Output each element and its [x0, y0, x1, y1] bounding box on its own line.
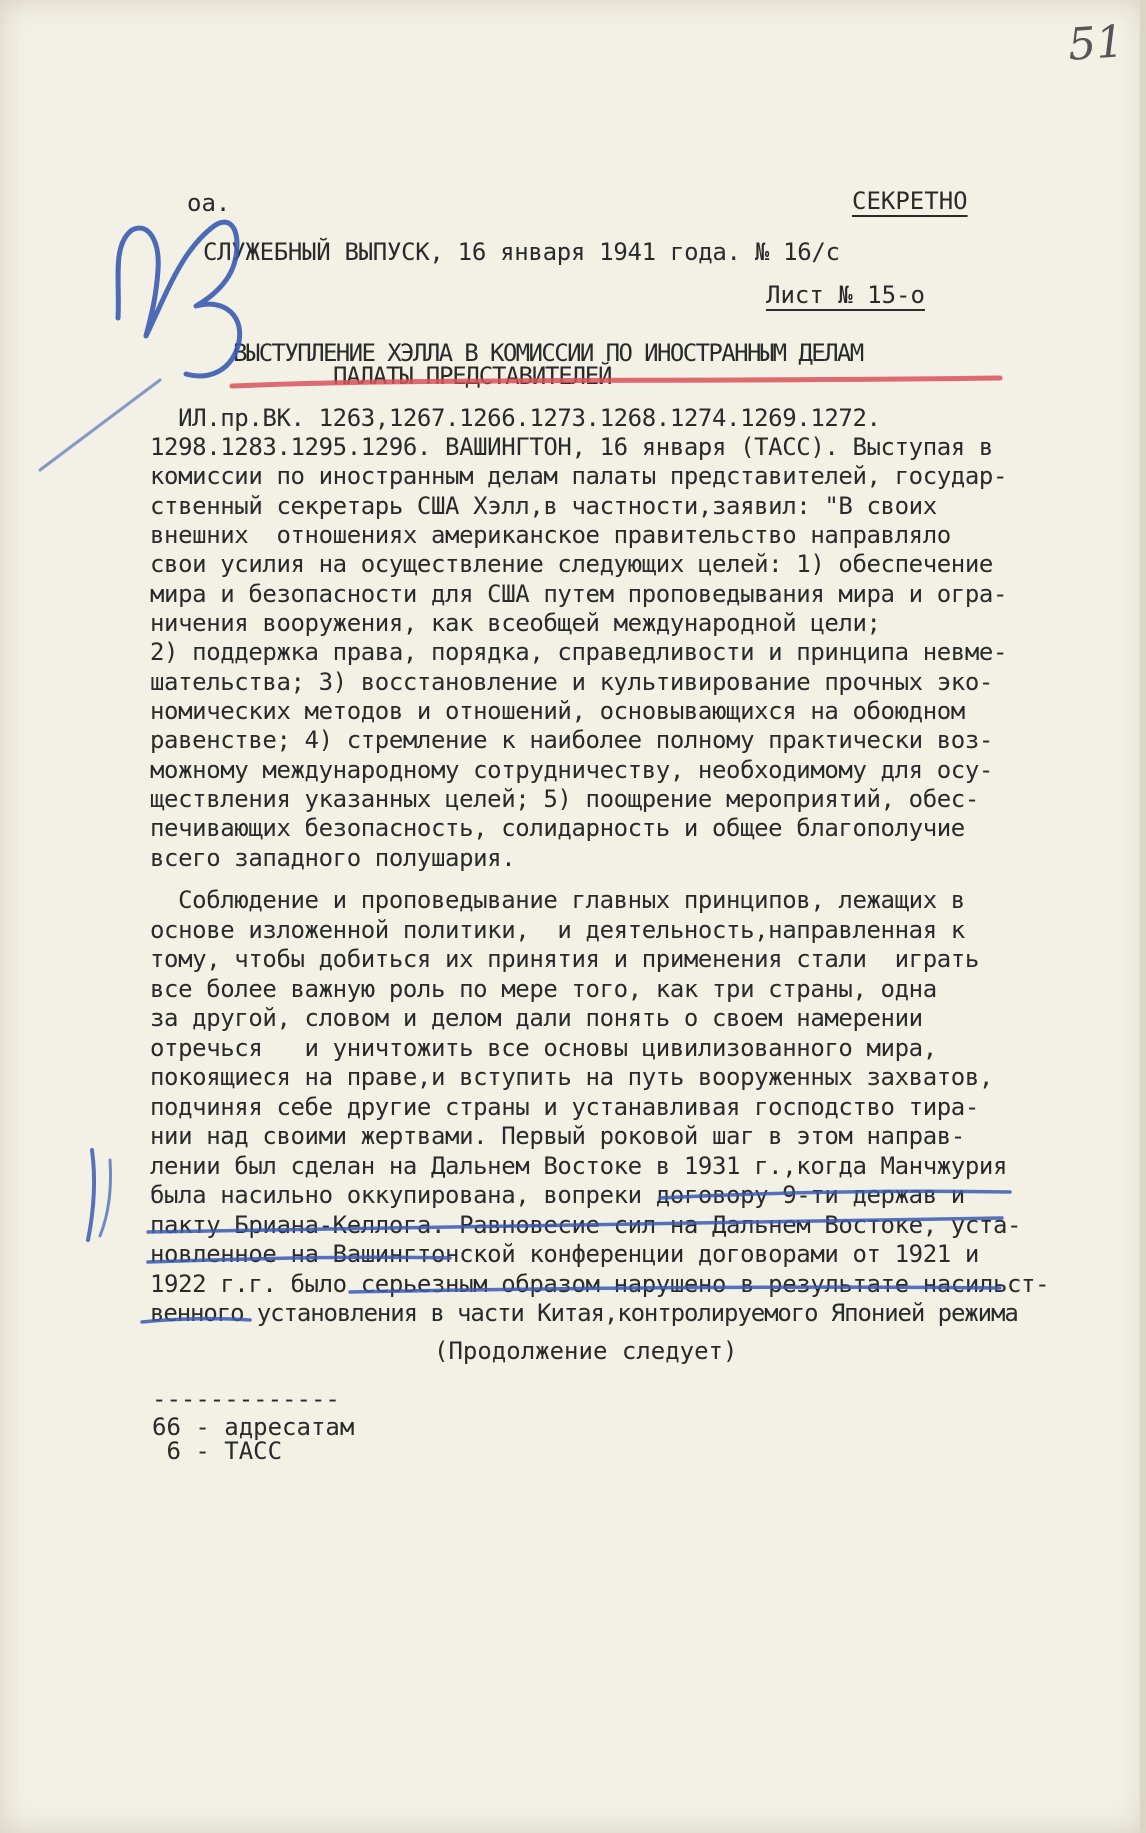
body-line: нии над своими жертвами. Первый роковой шаг в этом направ-: [150, 1122, 965, 1150]
blue-underline-stroke: [142, 1319, 250, 1322]
body-line: ственный секретарь США Хэлл,в частности,заявил: "В своих: [150, 492, 937, 520]
body-line: отречься и уничтожить все основы цивилизованного мира,: [150, 1034, 937, 1062]
body-line: номических методов и отношений, основывающихся на обоюдном: [150, 697, 965, 725]
body-line: пакту Бриана-Келлога. Равновесие сил на Дальнем Востоке, уста-: [150, 1211, 1022, 1239]
body-line: все более важную роль по мере того, как три страны, одна: [150, 975, 937, 1003]
body-line: ИЛ.пр.ВК. 1263,1267.1266.1273.1268.1274.1269.1272.: [150, 404, 881, 432]
body-line: 1298.1283.1295.1296. ВАШИНГТОН, 16 января (ТАСС). Выступая в: [150, 433, 993, 461]
sheet-number: Лист № 15-о: [766, 281, 925, 309]
body-line: равенстве; 4) стремление к наиболее полному практически воз-: [150, 726, 993, 754]
blue-underline-stroke: [350, 1287, 1000, 1292]
body-line: за другой, словом и делом дали понять о своем намерении: [150, 1004, 923, 1032]
body-line: внешних отношениях американское правительство направляло: [150, 521, 951, 549]
body-line: комиссии по иностранным делам палаты представителей, государ-: [150, 462, 1008, 490]
body-line: 2) поддержка права, порядка, справедливости и принципа невме-: [150, 638, 1008, 666]
title-line-1: ВЫСТУПЛЕНИЕ ХЭЛЛА В КОМИССИИ ПО ИНОСТРАННЫМ ДЕЛАМ: [233, 339, 863, 367]
blue-underline-stroke: [660, 1191, 1010, 1198]
body-line: шательства; 3) восстановление и культивирование прочных эко-: [150, 668, 993, 696]
body-line: 1922 г.г. было серьезным образом нарушено в результате насильст-: [150, 1270, 1050, 1298]
body-line: ществления указанных целей; 5) поощрение мероприятий, обес-: [150, 785, 979, 813]
margin-mark: [100, 1160, 111, 1236]
body-line: Соблюдение и проповедывание главных принципов, лежащих в: [150, 886, 965, 914]
body-line: ничения вооружения, как всеобщей международной цели;: [150, 609, 881, 637]
continuation-note: (Продолжение следует): [434, 1337, 738, 1365]
body-line: покоящиеся на праве,и вступить на путь вооруженных захватов,: [150, 1063, 993, 1091]
body-line: мира и безопасности для США путем проповедывания мира и огра-: [150, 580, 1008, 608]
issue-line: СЛУЖЕБНЫЙ ВЫПУСК, 16 января 1941 года. № 16/с: [203, 238, 840, 266]
document-code: оа.: [187, 189, 231, 217]
distribution-tass: 6 - ТАСС: [152, 1437, 283, 1465]
body-line: тому, чтобы добиться их принятия и применения стали играть: [150, 945, 979, 973]
body-line: новленное на Вашингтонской конференции договорами от 1921 и: [150, 1240, 979, 1268]
blue-slash-stroke: [40, 380, 160, 470]
body-line: основе изложенной политики, и деятельность,направленная к: [150, 916, 965, 944]
distribution-separator: -------------: [152, 1385, 340, 1413]
margin-mark: [88, 1150, 94, 1240]
blue-underline-stroke: [148, 1257, 450, 1262]
body-line: печивающих безопасность, солидарность и общее благополучие: [150, 814, 965, 842]
title-line-2: ПАЛАТЫ ПРЕДСТАВИТЕЛЕЙ: [333, 362, 612, 390]
body-line: всего западного полушария.: [150, 844, 516, 872]
red-underline-stroke: [232, 378, 1000, 386]
archive-page-number: 51: [1066, 16, 1126, 71]
handwritten-v-mark: [118, 222, 240, 376]
distribution-recipients: 66 - адресатам: [152, 1413, 355, 1441]
body-line: можному международному сотрудничеству, необходимому для осу-: [150, 756, 993, 784]
blue-underline-stroke: [148, 1218, 1002, 1232]
body-line: свои усилия на осуществление следующих целей: 1) обеспечение: [150, 550, 993, 578]
body-line: была насильно оккупирована, вопреки договору 9-ти держав и: [150, 1181, 965, 1209]
body-line: венного установления в части Китая,контролируемого Японией режима: [150, 1299, 1018, 1327]
body-line: лении был сделан на Дальнем Востоке в 1931 г.,когда Манчжурия: [150, 1152, 1008, 1180]
body-line: подчиняя себе другие страны и устанавливая господство тира-: [150, 1093, 979, 1121]
classification-stamp: СЕКРЕТНО: [852, 187, 968, 215]
